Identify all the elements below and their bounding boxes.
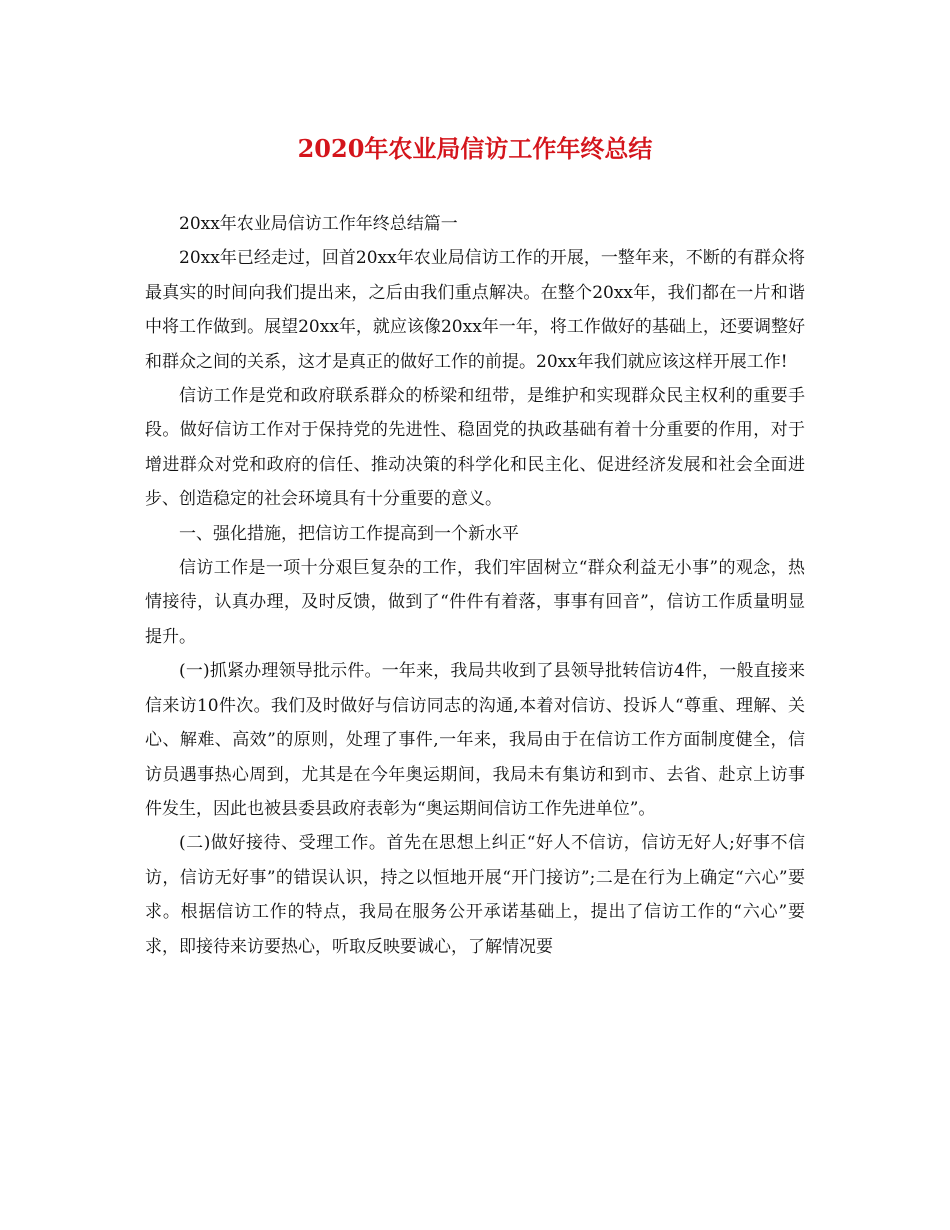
section-subtitle: 20xx年农业局信访工作年终总结篇一 xyxy=(179,214,458,234)
document-body xyxy=(145,207,805,964)
paragraph-item-1: (一)抓紧办理领导批示件。一年来，我局共收到了县领导批转信访4件，一般直接来信来访10件次。我们及时做好与信访同志的沟通,本着对信访、投诉人“尊重、理解、关心、解难、高效”的原则，处理了事件,一年来，我局由于在信访工作方面制度健全，信访员遇事热心周到，尤其是在今年奥运期间，我局未有集访和到市、去省、赴京上访事件发生，因此也被县委县政府表彰为“奥运期间信访工作先进单位”。 xyxy=(145,661,805,819)
paragraph-item-2: (二)做好接待、受理工作。首先在思想上纠正“好人不信访，信访无好人;好事不信访，信访无好事”的错误认识，持之以恒地开展“开门接访”;二是在行为上确定“六心”要求。根据信访工作的特点，我局在服务公开承诺基础上，提出了信访工作的“六心”要求，即接待来访要热心，听取反映要诚心，了解情况要 xyxy=(145,833,805,957)
document-title: 2020年农业局信访工作年终总结 xyxy=(297,134,653,163)
paragraph-intro: 20xx年已经走过，回首20xx年农业局信访工作的开展，一整年来，不断的有群众将最真实的时间向我们提出来，之后由我们重点解决。在整个20xx年，我们都在一片和谐中将工作做到。展望20xx年，就应该像20xx年一年，将工作做好的基础上，还要调整好和群众之间的关系，这才是真正的做好工作的前提。20xx年我们就应该这样开展工作! xyxy=(145,248,805,372)
section-heading-1: 一、强化措施，把信访工作提高到一个新水平 xyxy=(179,523,519,544)
paragraph-measures: 信访工作是一项十分艰巨复杂的工作，我们牢固树立“群众利益无小事”的观念，热情接待，认真办理，及时反馈，做到了“件件有着落，事事有回音”，信访工作质量明显提升。 xyxy=(145,558,805,647)
paragraph-significance: 信访工作是党和政府联系群众的桥梁和纽带，是维护和实现群众民主权利的重要手段。做好信访工作对于保持党的先进性、稳固党的执政基础有着十分重要的作用，对于增进群众对党和政府的信任、推动决策的科学化和民主化、促进经济发展和社会全面进步、创造稳定的社会环境具有十分重要的意义。 xyxy=(145,386,805,510)
